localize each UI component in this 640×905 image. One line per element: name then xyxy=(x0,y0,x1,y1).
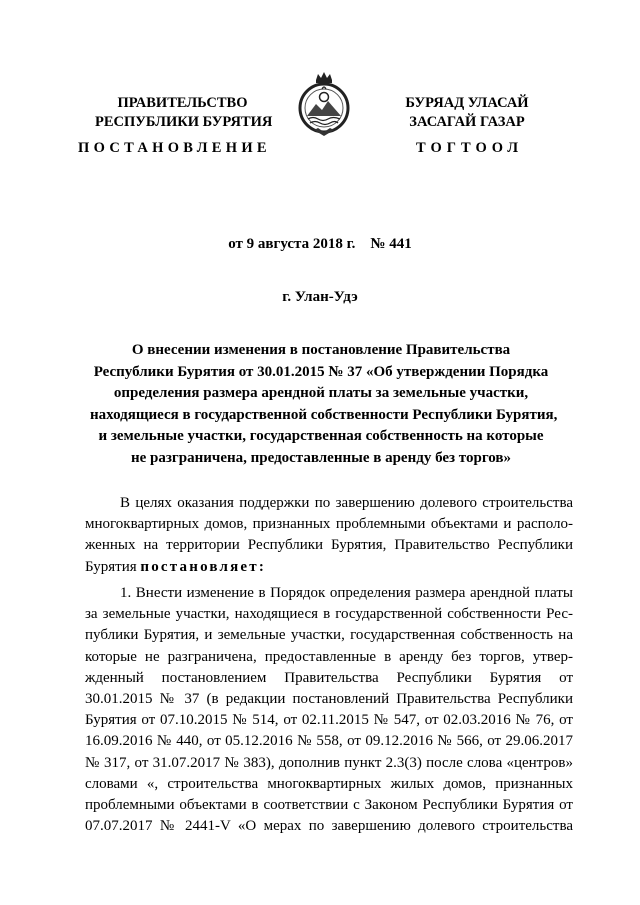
issuer-line-1-buryat: БУРЯАД УЛАСАЙ xyxy=(405,95,529,111)
text-line: проблемными объектами в соответствии с Законом Республики Бурятия от xyxy=(85,797,573,814)
date-and-number: от 9 августа 2018 г. № 441 xyxy=(228,236,412,252)
preamble-last-prefix: Бурятия xyxy=(85,558,141,575)
decree-word: постановляет: xyxy=(140,558,267,575)
issuer-line-2: РЕСПУБЛИКИ БУРЯТИЯ xyxy=(95,114,273,130)
issuer-line-1: ПРАВИТЕЛЬСТВО xyxy=(117,95,248,111)
city-line: г. Улан-Удэ xyxy=(282,289,358,305)
title-line: О внесении изменения в постановление Правительства xyxy=(131,342,511,358)
text-line: № 317, от 31.07.2017 № 383), дополнив пункт 2.3(3) после слова «центров» xyxy=(85,754,573,771)
title-line: не разграничена, предоставленные в аренду без торгов» xyxy=(131,449,511,466)
coat-of-arms-emblem-icon xyxy=(296,70,352,138)
title-line: определения размера арендной платы за земельные участки, xyxy=(113,385,529,401)
text-line: за земельные участки, находящиеся в государственной собственности Рес- xyxy=(85,606,573,623)
doc-type-buryat: ТОГТООЛ xyxy=(416,140,524,156)
title-line: Республики Бурятия от 30.01.2015 № 37 «Об утверждении Порядка xyxy=(93,363,549,380)
title-line: находящиеся в государственной собственности Республики Бурятия, xyxy=(90,406,558,423)
text-line: жденный постановлением Правительства Республики Бурятия от xyxy=(85,669,573,686)
title-line: и земельные участки, государственная собственность на которые xyxy=(98,428,544,444)
text-line: 1. Внести изменение в Порядок определения размера арендной платы xyxy=(120,585,573,601)
preamble-paragraph xyxy=(85,493,573,578)
text-line: публики Бурятия, и земельные участки, государственная собственность на xyxy=(85,627,573,644)
text-line: Бурятия от 07.10.2015 № 514, от 02.11.2015 № 547, от 02.03.2016 № 76, от xyxy=(85,712,573,729)
text-line: многоквартирных домов, признанных проблемными объектами и располо- xyxy=(85,516,573,533)
doc-type-russian: ПОСТАНОВЛЕНИЕ xyxy=(78,140,271,156)
item-1-paragraph xyxy=(85,583,573,837)
text-line: 07.07.2017 № 2441-V «О мерах по завершению долевого строительства xyxy=(85,818,573,835)
text-line: словами «, строительства многоквартирных жилых домов, признанных xyxy=(85,775,573,792)
issuer-header-buryat xyxy=(392,94,542,132)
text-line: которые не разграничена, предоставленные в аренду без торгов, утвер- xyxy=(85,648,573,665)
issuer-line-2-buryat: ЗАСАГАЙ ГАЗАР xyxy=(409,114,525,130)
text-line: В целях оказания поддержки по завершению долевого строительства xyxy=(120,495,573,511)
issuer-header-russian xyxy=(95,94,273,132)
text-line: 30.01.2015 № 37 (в редакции постановлений Правительства Республики xyxy=(85,691,573,708)
text-line: 16.09.2016 № 440, от 05.12.2016 № 558, от 09.12.2016 № 566, от 29.06.2017 xyxy=(85,733,573,750)
document-title xyxy=(90,340,558,469)
text-line xyxy=(85,557,573,578)
text-line: женных на территории Республики Бурятия, Правительство Республики xyxy=(85,537,573,554)
